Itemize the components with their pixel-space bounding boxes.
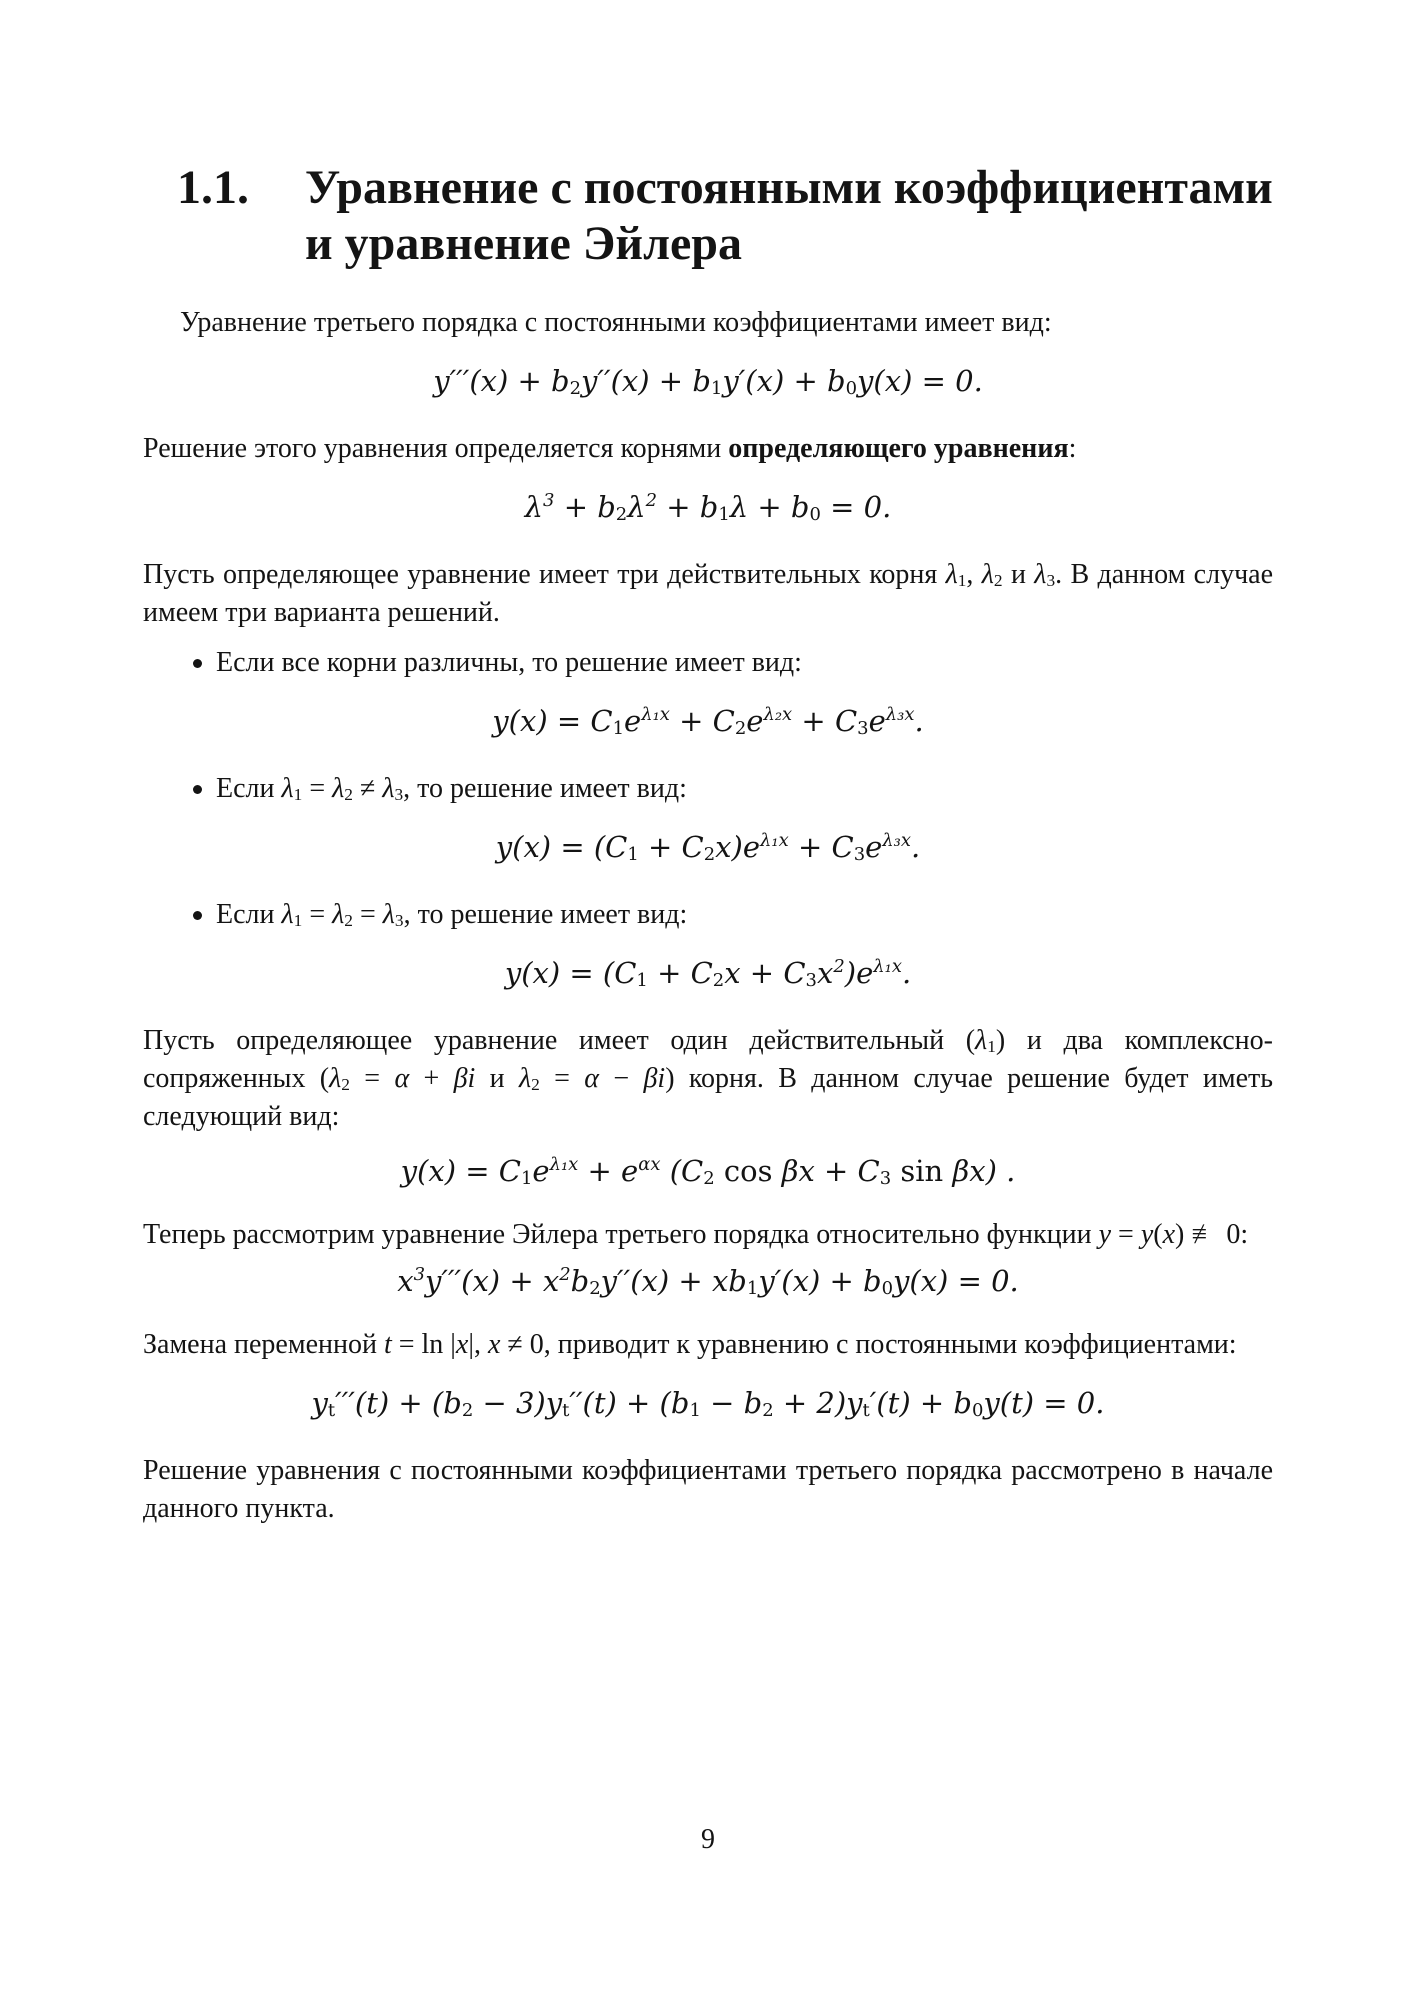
section-title-line-2: и уравнение Эйлера — [305, 217, 742, 270]
paragraph-euler-equation: Теперь рассмотрим уравнение Эйлера третьего порядка относительно функции y = y(x) ≢ 0: — [143, 1219, 1249, 1250]
equation-double-root: $y(x) = (C1 + C2x)e^{\lambda_1x} + C3e^{\lambda_3x}$. — [495, 830, 921, 865]
list-item — [143, 896, 1273, 934]
case-triple-root — [143, 896, 1273, 994]
equation-triple-root: $y(x) = (C1 + C2x + C3x^2)e^{\lambda_1x}$. — [504, 956, 912, 991]
page-number: 9 — [701, 1824, 715, 1855]
bullet-icon — [193, 785, 202, 794]
bullet-icon — [193, 911, 202, 920]
paragraph-closing: Решение уравнения с постоянными коэффициентами третьего порядка рассмотрено в начале данного пункта. — [143, 1455, 1273, 1524]
case-distinct-roots — [143, 644, 1273, 742]
paragraph-characteristic: Решение этого уравнения определяется корнями определяющего уравнения: — [143, 433, 1077, 464]
section-number: 1.1. — [177, 161, 249, 214]
case-label: Если λ1 = λ2 = λ3, то решение имеет вид: — [216, 899, 688, 930]
equation-complex-roots: $y(x) = C1e^{\lambda_1x} + e^{\alpha x}$ (C2 cos βx + C3 sin βx) . — [400, 1154, 1016, 1189]
equation-distinct-roots: $y(x) = C1e^{\lambda_1x} + C2e^{\lambda_2x} + C3e^{\lambda_3x}$. — [492, 704, 924, 739]
cases-list — [143, 644, 1273, 994]
bullet-icon — [193, 659, 202, 668]
case-double-root — [143, 770, 1273, 868]
paragraph-intro: Уравнение третьего порядка с постоянными коэффициентами имеет вид: — [180, 307, 1052, 338]
section-title-line-1: Уравнение с постоянными коэффициентами — [305, 161, 1273, 214]
paragraph-substitution: Замена переменной t = ln |x|, x ≠ 0, приводит к уравнению с постоянными коэффициентами: — [143, 1329, 1237, 1360]
case-label: Если λ1 = λ2 ≠ λ3, то решение имеет вид: — [216, 773, 687, 804]
paragraph-complex-roots: Пусть определяющее уравнение имеет один действительный (λ1) и два комплексно-сопряженных (λ2 = α + βi и λ2 = α − βi) корня. В данном случае решение будет иметь следующий вид: — [143, 1025, 1274, 1132]
list-item — [143, 770, 1273, 808]
section-heading — [177, 160, 1273, 272]
equation-characteristic: $\lambda^3 + b2\lambda^2 + b1\lambda + b0 = 0$. — [524, 490, 892, 525]
equation-euler: $x^3y'''(x) + x^2b2y''(x) + xb1y'(x) + b0y(x) = 0$. — [397, 1264, 1019, 1299]
equation-substituted: yt′′′(t) + (b2 − 3)yt′′(t) + (b1 − b2 + 2)yt′(t) + b0y(t) = 0. — [311, 1386, 1105, 1421]
case-label: Если все корни различны, то решение имеет вид: — [216, 647, 802, 678]
equation-constant-coefficients: y′′′(x) + b2y′′(x) + b1y′(x) + b0y(x) = 0. — [433, 364, 983, 399]
paragraph-three-real-roots: Пусть определяющее уравнение имеет три действительных корня λ1, λ2 и λ3. В данном случае имеем три варианта решений. — [143, 559, 1274, 628]
list-item — [143, 644, 1273, 682]
section-title — [305, 160, 1273, 272]
